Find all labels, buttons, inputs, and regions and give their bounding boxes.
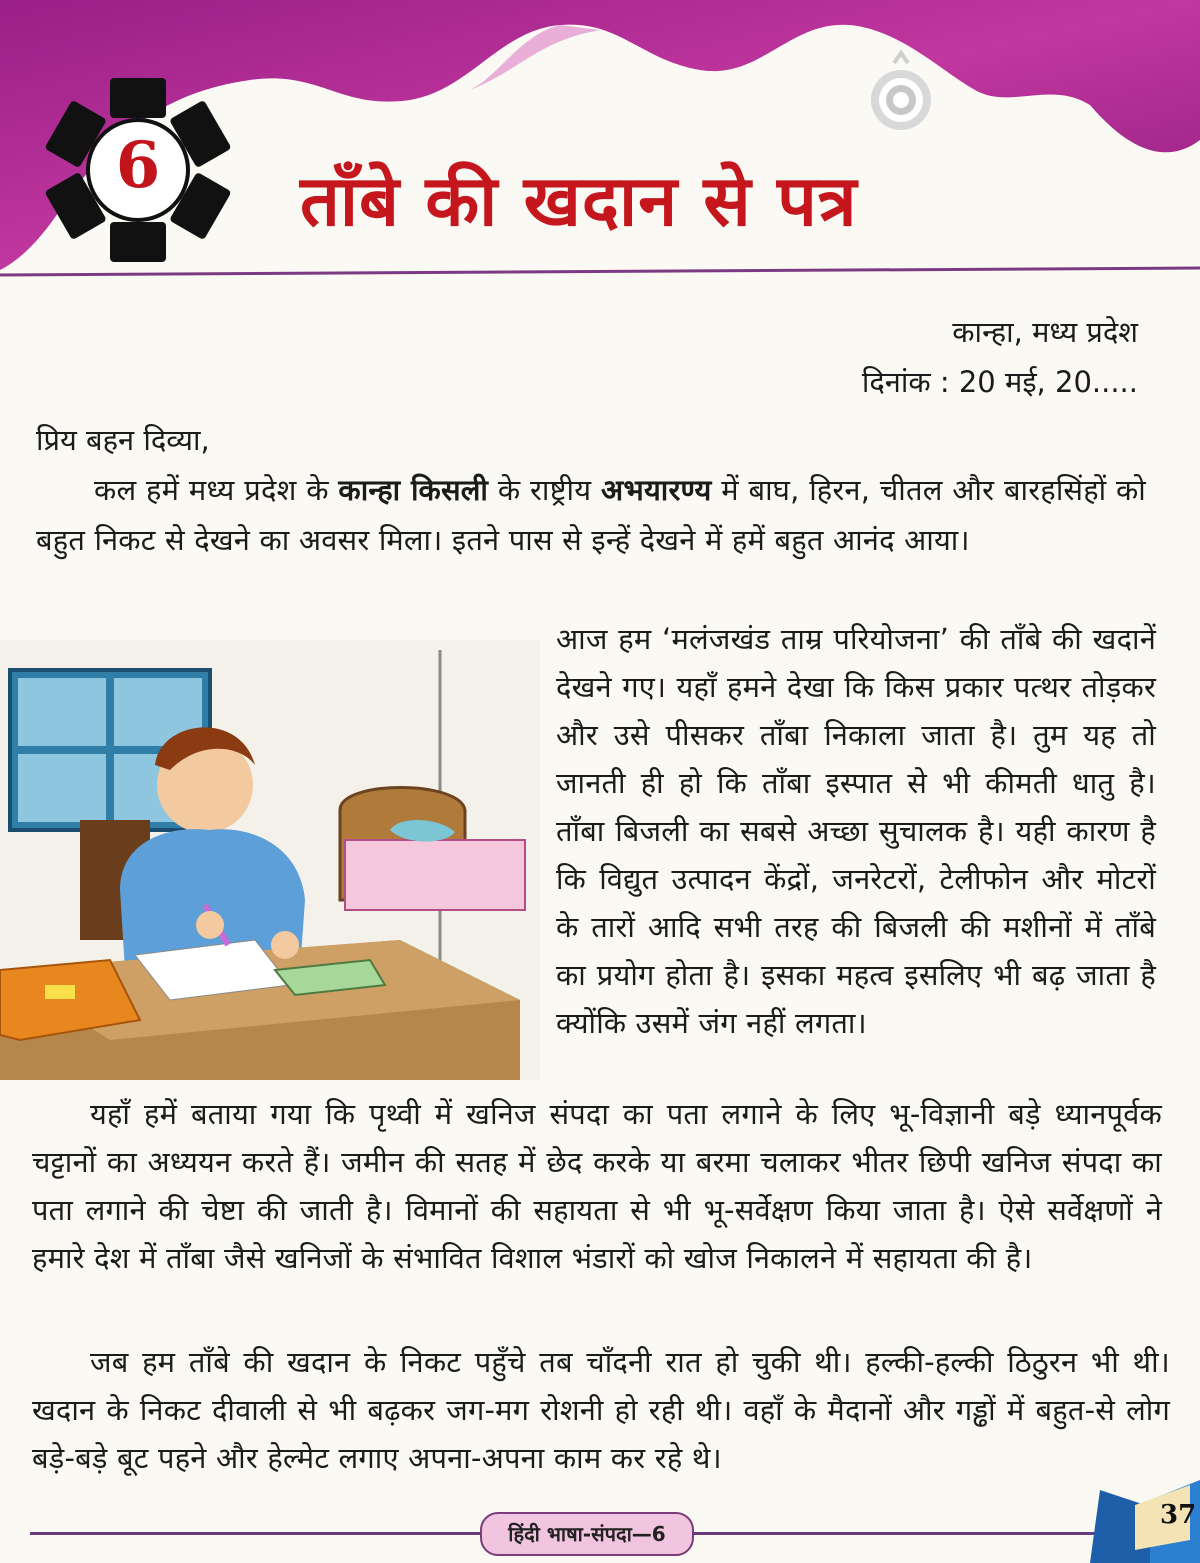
paragraph-3: यहाँ हमें बताया गया कि पृथ्वी में खनिज संपदा का पता लगाने के लिए भू-विज्ञानी बड़े ध्यानपूर्वक चट्टानों का अध्ययन करते हैं। जमीन की सतह में छेद करके या बरमा चलाकर भीतर छिपी खनिज संपदा का पता लगाने की चेष्टा की जाती है। विमानों की सहायता से भी भू-सर्वेक्षण किया जाता है। ऐसे सर्वेक्षणों ने हमारे देश में ताँबा जैसे खनिजों के संभावित विशाल भंडारों को खोज निकालने में सहायता की है। [32,1097,1162,1275]
target-icon [866,45,936,135]
paragraph-1-text-b: के राष्ट्रीय [488,473,602,507]
book-label: हिंदी भाषा-संपदा—6 [480,1512,694,1556]
chapter-number: 6 [115,128,161,203]
boy-writing-letter-illustration [0,640,540,1080]
chapter-title: ताँबे की खदान से पत्र [300,159,858,242]
paragraph-1-text-a: कल हमें मध्य प्रदेश के [94,473,339,507]
paragraph-1 [36,465,1146,565]
paragraph-2: आज हम ‘मलंजखंड ताम्र परियोजना’ की ताँबे की खदानें देखने गए। यहाँ हमने देखा कि किस प्रकार पत्थर तोड़कर और उसे पीसकर ताँबा निकाला जाता है। तुम यह तो जानती ही हो कि ताँबा इस्पात से भी कीमती धातु है। ताँबा बिजली का सबसे अच्छा सुचालक है। यही कारण है कि विद्युत उत्पादन केंद्रों, जनरेटरों, टेलीफोन और मोटरों के तारों आदि सभी तरह की बिजली की मशीनों में ताँबे का प्रयोग होता है। इसका महत्व इसलिए भी बढ़ जाता है क्योंकि उसमें जंग नहीं लगता। [556,622,1156,1040]
bold-term-sanctuary: अभयारण्य [601,473,712,507]
page-number: 37 [1160,1500,1197,1530]
letter-date: दिनांक : 20 मई, 20..... [861,365,1138,399]
paragraph-1-text-c: में बाघ, हिरन, चीतल और बारहसिंहों को बहुत निकट से देखने का अवसर मिला। इतने पास से इन्हें देखने में हमें बहुत आनंद आया। [36,473,1146,557]
letter-place: कान्हा, मध्य प्रदेश [952,315,1138,349]
bold-term-kanha-kisli: कान्हा किसली [338,473,489,507]
letter-salutation: प्रिय बहन दिव्या, [36,423,210,457]
paragraph-4: जब हम ताँबे की खदान के निकट पहुँचे तब चाँदनी रात हो चुकी थी। हल्की-हल्की ठिठुरन भी थी। खदान के निकट दीवाली से भी बढ़कर जग-मग रोशनी हो रही थी। वहाँ के मैदानों और गड्ढों में बहुत-से लोग बड़े-बड़े बूट पहने और हेल्मेट लगाए अपना-अपना काम कर रहे थे। [32,1345,1170,1475]
